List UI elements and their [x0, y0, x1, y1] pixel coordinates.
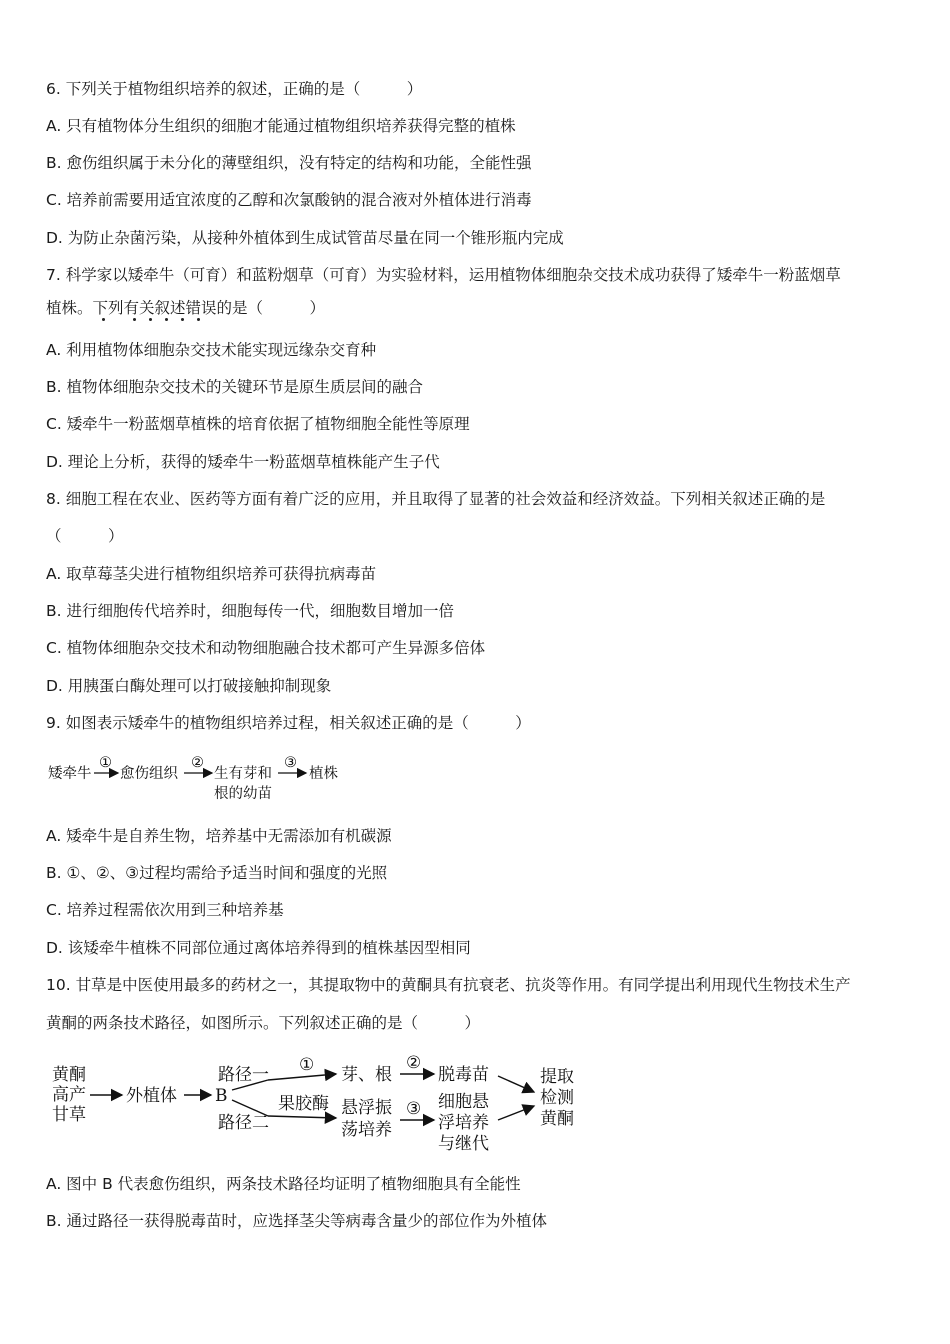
- q8-option-d: D. 用胰蛋白酶处理可以打破接触抑制现象: [46, 677, 332, 695]
- q9-node-callus: 愈伤组织: [120, 766, 178, 782]
- q10-pectinase: 果胶酶: [278, 1094, 329, 1114]
- q9-node-plant: 植株: [309, 766, 338, 782]
- q9-option-b: B. ①、②、③过程均需给予适当时间和强度的光照: [46, 864, 388, 882]
- q7-option-a: A. 利用植物体细胞杂交技术能实现远缘杂交育种: [46, 341, 377, 359]
- q10-pathway-diagram: [46, 1052, 586, 1162]
- q9-node-start: 矮牵牛: [48, 766, 92, 782]
- q7-option-b: B. 植物体细胞杂交技术的关键环节是原生质层间的融合: [46, 378, 423, 396]
- q6-option-d: D. 为防止杂菌污染，从接种外植体到生成试管苗尽量在同一个锥形瓶内完成: [46, 229, 564, 247]
- q10-step-3: ③: [406, 1099, 422, 1119]
- q10-suspension-line1: 悬浮振: [341, 1098, 392, 1118]
- q8-option-a: A. 取草莓茎尖进行植物组织培养可获得抗病毒苗: [46, 565, 377, 583]
- q10-source-line3: 甘草: [52, 1105, 86, 1125]
- q10-extract-line2: 检测: [540, 1088, 574, 1108]
- q7-option-c: C. 矮牵牛一粉蓝烟草植株的培育依据了植物细胞全能性等原理: [46, 415, 470, 433]
- q9-node-seedling-line1: 生有芽和: [214, 766, 272, 782]
- q9-stem: 9. 如图表示矮牵牛的植物组织培养过程，相关叙述正确的是（ ）: [46, 714, 531, 732]
- q10-suspension-line2: 荡培养: [341, 1120, 392, 1140]
- q10-path1-label: 路径一: [218, 1065, 269, 1085]
- emphasis-dots: [102, 318, 222, 324]
- q10-extract-line1: 提取: [540, 1067, 574, 1087]
- q10-step-2: ②: [406, 1053, 422, 1073]
- q8-option-c: C. 植物体细胞杂交技术和动物细胞融合技术都可产生异源多倍体: [46, 639, 486, 657]
- q10-virus-free: 脱毒苗: [438, 1065, 489, 1085]
- q9-step-3: ③: [284, 755, 297, 771]
- q7-stem-line2: 植株。下列有关叙述错误的是（ ）: [46, 299, 326, 317]
- q8-option-b: B. 进行细胞传代培养时，细胞每传一代，细胞数目增加一倍: [46, 602, 454, 620]
- q10-bud-root: 芽、根: [341, 1065, 392, 1085]
- q6-option-a: A. 只有植物体分生组织的细胞才能通过植物组织培养获得完整的植株: [46, 117, 516, 135]
- q10-node-b: B: [215, 1086, 228, 1106]
- q7-option-d: D. 理论上分析，获得的矮牵牛一粉蓝烟草植株能产生子代: [46, 453, 440, 471]
- q9-option-c: C. 培养过程需依次用到三种培养基: [46, 901, 284, 919]
- q9-node-seedling-line2: 根的幼苗: [214, 786, 272, 802]
- q10-stem-line1: 10. 甘草是中医使用最多的药材之一，其提取物中的黄酮具有抗衰老、抗炎等作用。有同学提出利用现代生物技术生产: [46, 976, 851, 994]
- q9-option-d: D. 该矮牵牛植株不同部位通过离体培养得到的植株基因型相同: [46, 939, 471, 957]
- q7-stem-line1: 7. 科学家以矮牵牛（可育）和蓝粉烟草（可育）为实验材料，运用植物体细胞杂交技术成功获得了矮牵牛一粉蓝烟草: [46, 266, 841, 284]
- q6-option-b: B. 愈伤组织属于未分化的薄壁组织，没有特定的结构和功能，全能性强: [46, 154, 532, 172]
- q10-option-b: B. 通过路径一获得脱毒苗时，应选择茎尖等病毒含量少的部位作为外植体: [46, 1212, 547, 1230]
- q9-step-1: ①: [99, 755, 112, 771]
- q10-cell-line1: 细胞悬: [438, 1092, 489, 1112]
- q10-option-a: A. 图中 B 代表愈伤组织，两条技术路径均证明了植物细胞具有全能性: [46, 1175, 521, 1193]
- q10-cell-line3: 与继代: [438, 1134, 489, 1154]
- q10-step-1: ①: [299, 1055, 315, 1075]
- q6-stem: 6. 下列关于植物组织培养的叙述，正确的是（ ）: [46, 80, 423, 98]
- q9-step-2: ②: [191, 755, 204, 771]
- q10-stem-line2: 黄酮的两条技术路径，如图所示。下列叙述正确的是（ ）: [46, 1014, 481, 1032]
- q9-option-a: A. 矮牵牛是自养生物，培养基中无需添加有机碳源: [46, 827, 392, 845]
- q8-stem-line1: 8. 细胞工程在农业、医药等方面有着广泛的应用，并且取得了显著的社会效益和经济效益。下列相关叙述正确的是: [46, 490, 826, 508]
- q6-option-c: C. 培养前需要用适宜浓度的乙醇和次氯酸钠的混合液对外植体进行消毒: [46, 191, 532, 209]
- q10-source-line2: 高产: [52, 1085, 86, 1105]
- q10-extract-line3: 黄酮: [540, 1109, 574, 1129]
- q10-explant: 外植体: [126, 1086, 177, 1106]
- q8-stem-line2: （ ）: [46, 527, 124, 545]
- q10-path2-label: 路径二: [218, 1113, 269, 1133]
- q9-process-diagram: [46, 752, 366, 804]
- q10-source-line1: 黄酮: [52, 1065, 86, 1085]
- q10-cell-line2: 浮培养: [438, 1113, 489, 1133]
